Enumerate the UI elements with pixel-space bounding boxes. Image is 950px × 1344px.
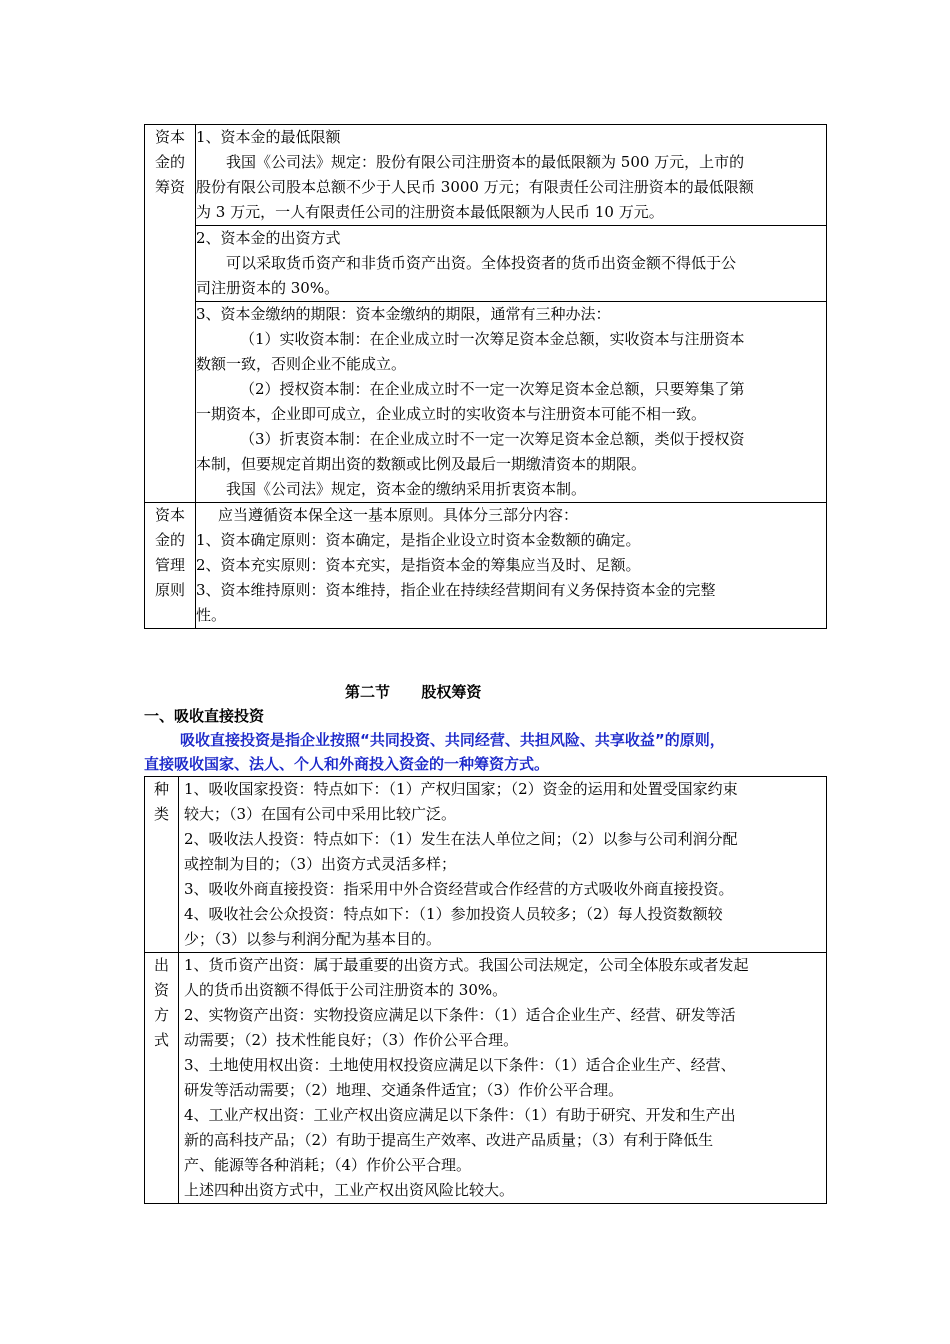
text-line: （1）实收资本制：在企业成立时一次筹足资本金总额，实收资本与注册资本 bbox=[240, 330, 745, 348]
label-line: 资 bbox=[153, 981, 169, 999]
text-line: 产、能源等各种消耗；（4）作价公平合理。 bbox=[184, 1156, 472, 1174]
text-line: 为 3 万元，一人有限责任公司的注册资本最低限额为人民币 10 万元。 bbox=[196, 203, 664, 221]
text-line: 新的高科技产品；（2）有助于提高生产效率、改进产品质量；（3）有利于降低生 bbox=[184, 1131, 714, 1149]
text-line: 2、资本充实原则：资本充实，是指资本金的筹集应当及时、足额。 bbox=[196, 556, 641, 574]
text-line: 本制，但要规定首期出资的数额或比例及最后一期缴清资本的期限。 bbox=[196, 455, 647, 473]
text-line: 1、吸收国家投资：特点如下：（1）产权归国家；（2）资金的运用和处置受国家约束 bbox=[184, 780, 738, 798]
direct-investment-table bbox=[144, 776, 827, 1204]
table-row bbox=[145, 777, 827, 953]
text-line: 或控制为目的；（3）出资方式灵活多样； bbox=[184, 855, 457, 873]
text-line: 数额一致，否则企业不能成立。 bbox=[196, 355, 407, 373]
text-line: 可以采取货币资产和非货币资产出资。全体投资者的货币出资金额不得低于公 bbox=[226, 254, 737, 272]
text-line: 我国《公司法》规定：股份有限公司注册资本的最低限额为 500 万元，上市的 bbox=[226, 153, 745, 171]
text-line: 直接吸收国家、法人、个人和外商投入资金的一种筹资方式。 bbox=[144, 755, 550, 773]
table-row bbox=[145, 226, 827, 302]
label-line: 筹资 bbox=[154, 178, 185, 196]
label-line: 方 bbox=[153, 1006, 169, 1024]
row-label bbox=[145, 503, 196, 629]
text-line: 1、货币资产出资：属于最重要的出资方式。我国公司法规定，公司全体股东或者发起 bbox=[184, 956, 749, 974]
text-line: 4、吸收社会公众投资：特点如下：（1）参加投资人员较多；（2）每人投资数额较 bbox=[184, 905, 723, 923]
text-line: 2、吸收法人投资：特点如下：（1）发生在法人单位之间；（2）以参与公司利润分配 bbox=[184, 830, 738, 848]
text-line: 少；（3）以参与利润分配为基本目的。 bbox=[184, 930, 442, 948]
label-line: 类 bbox=[153, 805, 169, 823]
row-label bbox=[145, 777, 179, 953]
table-cell bbox=[196, 125, 827, 226]
text-line: 3、土地使用权出资：土地使用权投资应满足以下条件：（1）适合企业生产、经营、 bbox=[184, 1056, 736, 1074]
text-line: 动需要；（2）技术性能良好；（3）作价公平合理。 bbox=[184, 1031, 519, 1049]
row-label bbox=[145, 125, 196, 503]
label-line: 原则 bbox=[154, 581, 185, 599]
definition-paragraph bbox=[144, 728, 834, 776]
table-cell bbox=[196, 503, 827, 629]
capital-table bbox=[144, 124, 827, 629]
text-line: 司注册资本的 30%。 bbox=[196, 279, 340, 297]
text-line: （2）授权资本制：在企业成立时不一定一次筹足资本金总额，只要筹集了第 bbox=[240, 380, 745, 398]
label-line: 金的 bbox=[154, 153, 185, 171]
label-line: 种 bbox=[153, 780, 169, 798]
text-line: 性。 bbox=[196, 606, 227, 624]
table-row bbox=[145, 953, 827, 1204]
text-line: 3、资本金缴纳的期限：资本金缴纳的期限，通常有三种办法： bbox=[196, 305, 611, 323]
text-line: 2、资本金的出资方式 bbox=[196, 229, 341, 247]
label-line: 资本 bbox=[154, 128, 185, 146]
text-line: 2、实物资产出资：实物投资应满足以下条件：（1）适合企业生产、经营、研发等活 bbox=[184, 1006, 736, 1024]
label-line: 资本 bbox=[154, 506, 185, 524]
text-line: 4、工业产权出资：工业产权出资应满足以下条件：（1）有助于研究、开发和生产出 bbox=[184, 1106, 736, 1124]
text-line: 吸收直接投资是指企业按照“共同投资、共同经营、共担风险、共享收益”的原则， bbox=[180, 731, 725, 749]
row-label bbox=[145, 953, 179, 1204]
text-line: 1、资本确定原则：资本确定，是指企业设立时资本金数额的确定。 bbox=[196, 531, 641, 549]
text-line: 3、资本维持原则：资本维持，指企业在持续经营期间有义务保持资本金的完整 bbox=[196, 581, 716, 599]
text-line: 上述四种出资方式中，工业产权出资风险比较大。 bbox=[184, 1181, 515, 1199]
text-line: 一期资本，企业即可成立，企业成立时的实收资本与注册资本可能不相一致。 bbox=[196, 405, 707, 423]
section-subtitle: 一、吸收直接投资 bbox=[144, 707, 265, 725]
text-line: 人的货币出资额不得低于公司注册资本的 30%。 bbox=[184, 981, 508, 999]
text-line: 较大；（3）在国有公司中采用比较广泛。 bbox=[184, 805, 457, 823]
table-cell bbox=[196, 302, 827, 503]
text-line: （3）折衷资本制：在企业成立时不一定一次筹足资本金总额，类似于授权资 bbox=[240, 430, 745, 448]
table-row bbox=[145, 503, 827, 629]
text-line: 3、吸收外商直接投资：指采用中外合资经营或合作经营的方式吸收外商直接投资。 bbox=[184, 880, 734, 898]
label-line: 出 bbox=[153, 956, 169, 974]
text-line: 我国《公司法》规定，资本金的缴纳采用折衷资本制。 bbox=[226, 480, 587, 498]
label-line: 式 bbox=[153, 1031, 169, 1049]
text-line: 股份有限公司股本总额不少于人民币 3000 万元；有限责任公司注册资本的最低限额 bbox=[196, 178, 754, 196]
text-line: 1、资本金的最低限额 bbox=[196, 128, 341, 146]
text-line: 应当遵循资本保全这一基本原则。具体分三部分内容： bbox=[218, 506, 579, 524]
table-row bbox=[145, 302, 827, 503]
section-title: 第二节 股权筹资 bbox=[345, 683, 482, 701]
label-line: 管理 bbox=[154, 556, 185, 574]
table-cell bbox=[196, 226, 827, 302]
table-cell bbox=[179, 777, 827, 953]
table-cell bbox=[179, 953, 827, 1204]
label-line: 金的 bbox=[154, 531, 185, 549]
text-line: 研发等活动需要；（2）地理、交通条件适宜；（3）作价公平合理。 bbox=[184, 1081, 624, 1099]
table-row bbox=[145, 125, 827, 226]
